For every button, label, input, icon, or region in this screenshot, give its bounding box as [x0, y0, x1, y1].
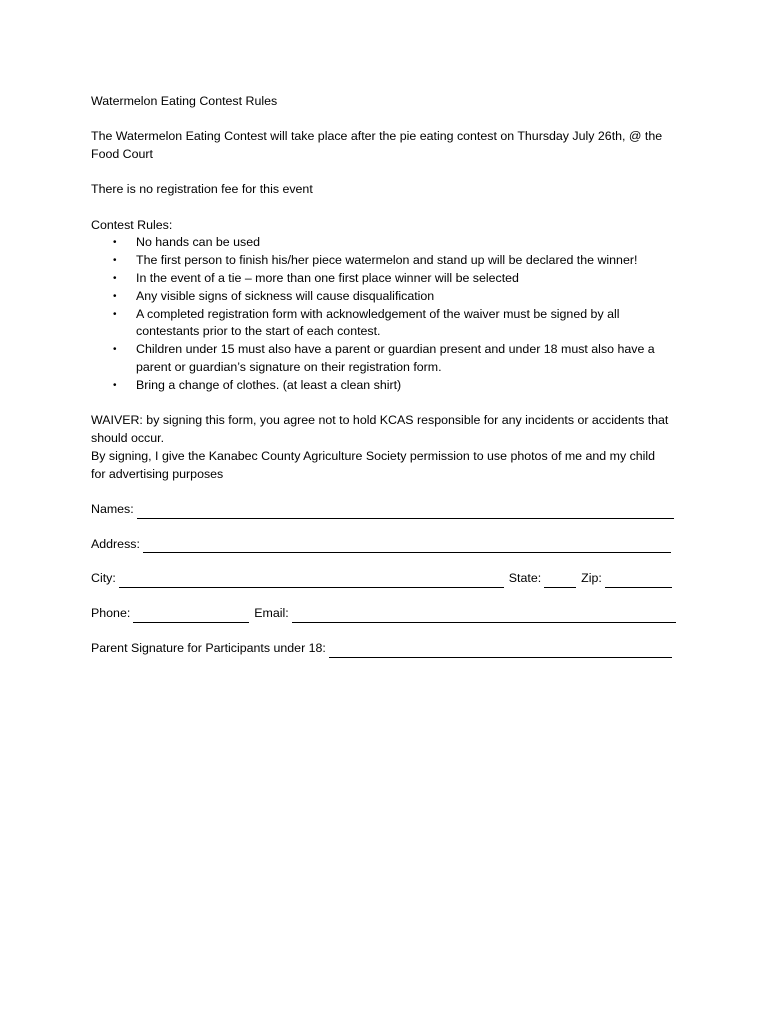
rule-item — [91, 341, 683, 377]
spacer — [91, 588, 683, 605]
document-title: Watermelon Eating Contest Rules — [91, 94, 278, 108]
document-body — [91, 93, 683, 658]
state-label: State: — [508, 571, 542, 586]
address-field[interactable] — [143, 538, 671, 553]
address-label: Address: — [91, 536, 140, 551]
state-field[interactable] — [544, 573, 576, 588]
names-field[interactable] — [137, 504, 674, 519]
bullet-icon: • — [113, 344, 117, 356]
rules-heading: Contest Rules: — [91, 217, 173, 232]
photo-consent-line-2: for advertising purposes — [91, 466, 224, 481]
rule-item — [91, 234, 683, 252]
rule-item — [91, 252, 683, 270]
bullet-icon: • — [113, 379, 117, 391]
zip-field[interactable] — [605, 573, 672, 588]
intro-text-line-2: Food Court — [91, 147, 153, 162]
phone-field[interactable] — [133, 608, 249, 623]
spacer — [91, 623, 683, 640]
bullet-icon: • — [113, 255, 117, 267]
parent-signature-label: Parent Signature for Participants under 18: — [91, 641, 326, 656]
spacer — [91, 199, 683, 217]
zip-label: Zip: — [581, 571, 602, 586]
spacer — [91, 111, 683, 129]
bullet-icon: • — [113, 290, 117, 302]
rule-text-line: Children under 15 must also have a parent or guardian present and under 18 must also have a — [136, 342, 655, 357]
bullet-icon: • — [113, 308, 117, 320]
rule-item — [91, 306, 683, 342]
rule-text-line: Bring a change of clothes. (at least a clean shirt) — [136, 377, 402, 392]
city-label: City: — [91, 571, 116, 586]
rule-text-line: In the event of a tie – more than one first place winner will be selected — [136, 271, 519, 286]
spacer — [91, 164, 683, 182]
email-field[interactable] — [292, 608, 676, 623]
intro-text-line-1: The Watermelon Eating Contest will take place after the pie eating contest on Thursday July 26th, @ the — [91, 129, 663, 144]
city-field[interactable] — [119, 573, 504, 588]
email-label: Email: — [254, 606, 289, 621]
waiver-text-line-2: should occur. — [91, 430, 165, 445]
bullet-icon: • — [113, 237, 117, 249]
parent-signature-field[interactable] — [329, 643, 672, 658]
rule-text-line: A completed registration form with acknowledgement of the waiver must be signed by all — [136, 306, 620, 321]
bullet-icon: • — [113, 273, 117, 285]
phone-email-row — [91, 605, 683, 623]
rule-text-line: Any visible signs of sickness will cause disqualification — [136, 288, 435, 303]
rule-item — [91, 270, 683, 288]
parent-signature-row — [91, 640, 683, 658]
phone-label: Phone: — [91, 606, 131, 621]
spacer — [91, 553, 683, 570]
waiver-text-line-1: WAIVER: by signing this form, you agree not to hold KCAS responsible for any incidents or accidents that — [91, 413, 669, 428]
rule-text-line: parent or guardian’s signature on their registration form. — [136, 360, 442, 375]
city-state-zip-row — [91, 570, 683, 588]
rule-text-line: No hands can be used — [136, 235, 260, 250]
photo-consent-line-1: By signing, I give the Kanabec County Agriculture Society permission to use photos of me and my child — [91, 448, 656, 463]
spacer — [91, 519, 683, 536]
fee-note: There is no registration fee for this event — [91, 182, 313, 197]
rule-text-line: The first person to finish his/her piece watermelon and stand up will be declared the winner! — [136, 253, 638, 268]
rule-text-line: contestants prior to the start of each contest. — [136, 324, 381, 339]
names-row — [91, 501, 683, 519]
spacer — [91, 483, 683, 501]
rule-item — [91, 377, 683, 395]
address-row — [91, 536, 683, 554]
spacer — [91, 395, 683, 413]
names-label: Names: — [91, 501, 134, 516]
rules-list — [91, 234, 683, 394]
rule-item — [91, 288, 683, 306]
